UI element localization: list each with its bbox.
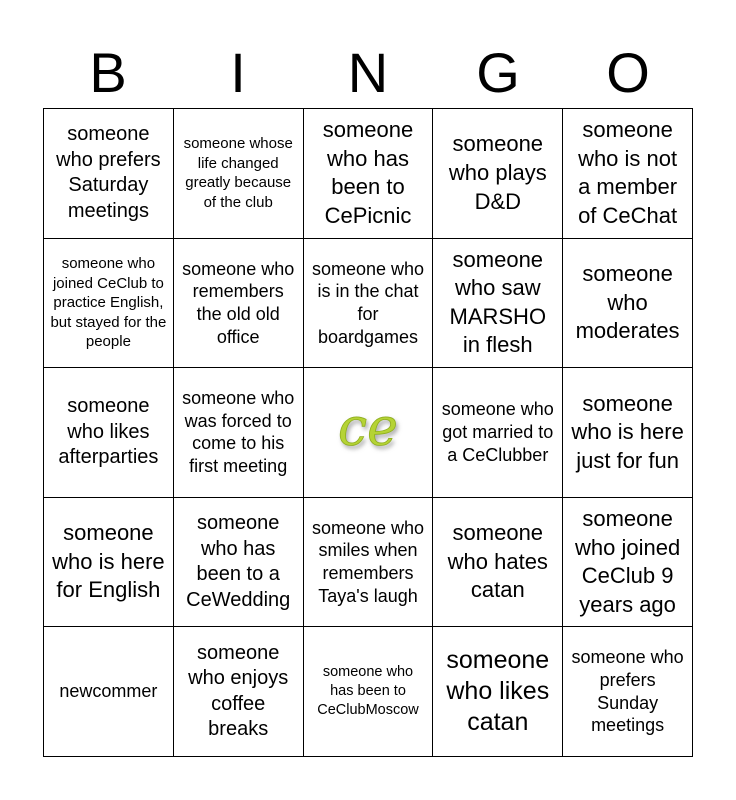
bingo-cell-text: someone who has been to a CeWedding	[186, 511, 291, 611]
bingo-cell-g-5[interactable]	[433, 627, 563, 757]
bingo-cell-g-3[interactable]	[433, 368, 563, 498]
bingo-cell-n-4[interactable]	[304, 498, 434, 628]
bingo-cell-text: someone who smiles when remembers Taya's laugh	[311, 517, 425, 606]
bingo-cell-b-5[interactable]	[44, 627, 174, 757]
bingo-cell-text: someone who likes afterparties	[58, 395, 159, 469]
bingo-cell-o-4[interactable]	[563, 498, 693, 628]
header-letter-n: N	[347, 41, 389, 104]
header-letter-i: I	[230, 41, 246, 104]
bingo-cell-text: someone who saw MARSHO in flesh	[449, 246, 547, 358]
bingo-cell-text: someone who moderates	[575, 261, 680, 344]
bingo-header	[43, 40, 693, 106]
bingo-cell-b-1[interactable]	[44, 109, 174, 239]
bingo-cell-text: someone who joined CeClub 9 years ago	[575, 505, 681, 617]
bingo-cell-o-1[interactable]	[563, 109, 693, 239]
bingo-cell-text: someone who enjoys coffee breaks	[188, 641, 289, 741]
bingo-cell-i-3[interactable]	[174, 368, 304, 498]
bingo-cell-text: someone who is here for English	[52, 520, 165, 603]
bingo-cell-n-2[interactable]	[304, 239, 434, 369]
bingo-cell-text: someone who got married to a CeClubber	[441, 399, 554, 465]
bingo-cell-b-3[interactable]	[44, 368, 174, 498]
bingo-cell-text: someone who has been to CePicnic	[322, 117, 414, 228]
bingo-cell-text: someone whose life changed greatly because of the club	[183, 135, 293, 211]
bingo-cell-text: someone who has been to CeClubMoscow	[317, 663, 419, 719]
bingo-cell-b-4[interactable]	[44, 498, 174, 628]
bingo-cell-text: someone who is in the chat for boardgames	[311, 258, 425, 347]
bingo-cell-text: someone who joined CeClub to practice English, but stayed for the people	[50, 255, 167, 351]
bingo-board	[43, 108, 693, 757]
bingo-cell-text: someone who plays D&D	[448, 131, 547, 214]
bingo-cell-text: newcommer	[59, 681, 158, 702]
header-letter-b: B	[89, 41, 127, 104]
bingo-cell-text: someone who likes catan	[446, 645, 550, 737]
bingo-cell-o-5[interactable]	[563, 627, 693, 757]
bingo-cell-o-2[interactable]	[563, 239, 693, 369]
bingo-cell-text: someone who remembers the old old office	[182, 258, 295, 347]
bingo-cell-text: someone who is not a member of CeChat	[578, 117, 678, 228]
bingo-cell-text: someone who hates catan	[447, 520, 548, 603]
bingo-cell-text: someone who prefers Sunday meetings	[571, 647, 684, 736]
bingo-cell-i-2[interactable]	[174, 239, 304, 369]
bingo-cell-text: someone who was forced to come to his first meeting	[182, 388, 295, 477]
bingo-cell-text: someone who prefers Saturday meetings	[56, 123, 161, 222]
bingo-cell-g-1[interactable]	[433, 109, 563, 239]
bingo-cell-n-5[interactable]	[304, 627, 434, 757]
bingo-cell-i-4[interactable]	[174, 498, 304, 628]
bingo-cell-b-2[interactable]	[44, 239, 174, 369]
free-space-cell[interactable]	[304, 368, 434, 498]
ce-logo-icon	[320, 395, 416, 470]
bingo-cell-n-1[interactable]	[304, 109, 434, 239]
bingo-cell-o-3[interactable]	[563, 368, 693, 498]
bingo-cell-i-5[interactable]	[174, 627, 304, 757]
bingo-cell-i-1[interactable]	[174, 109, 304, 239]
svg-text:ce: ce	[338, 397, 398, 458]
header-letter-o: O	[606, 41, 650, 104]
bingo-cell-g-4[interactable]	[433, 498, 563, 628]
header-letter-g: G	[476, 41, 520, 104]
bingo-cell-g-2[interactable]	[433, 239, 563, 369]
bingo-cell-text: someone who is here just for fun	[571, 390, 684, 473]
